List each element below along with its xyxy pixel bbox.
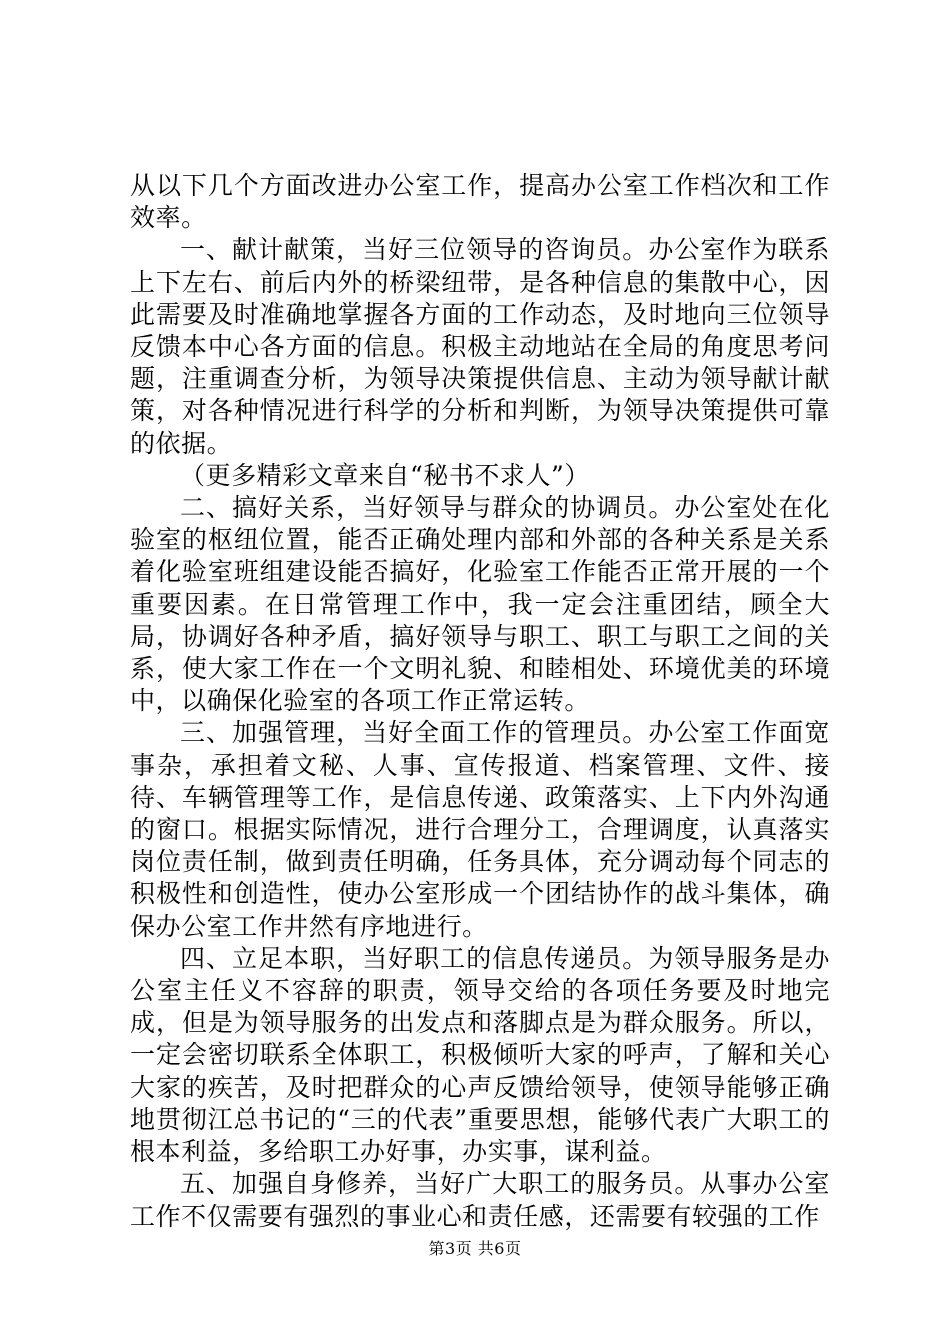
document-body — [130, 170, 830, 1233]
paragraph-intro-continued: 从以下几个方面改进办公室工作，提高办公室工作档次和工作效率。 — [130, 171, 830, 233]
paragraph-section-3: 三、加强管理，当好全面工作的管理员。办公室工作面宽事杂，承担着文秘、人事、宣传报道、档案管理、文件、接待、车辆管理等工作，是信息传递、政策落实、上下内外沟通的窗口。根据实际情况，进行合理分工，合理调度，认真落实岗位责任制，做到责任明确，任务具体，充分调动每个同志的积极性和创造性，使办公室形成一个团结协作的战斗集体，确保办公室工作井然有序地进行。 — [130, 718, 830, 941]
paragraph-source-note: （更多精彩文章来自“秘书不求人”） — [180, 460, 590, 490]
page-number-footer: 第3页 共6页 — [428, 1239, 522, 1258]
paragraph-section-2: 二、搞好关系，当好领导与群众的协调员。办公室处在化验室的枢纽位置，能否正确处理内部和外部的各种关系是关系着化验室班组建设能否搞好，化验室工作能否正常开展的一个重要因素。在日常管理工作中，我一定会注重团结，顾全大局，协调好各种矛盾，搞好领导与职工、职工与职工之间的关系，使大家工作在一个文明礼貌、和睦相处、环境优美的环境中，以确保化验室的各项工作正常运转。 — [130, 493, 830, 716]
paragraph-section-4: 四、立足本职，当好职工的信息传递员。为领导服务是办公室主任义不容辞的职责，领导交给的各项任务要及时地完成，但是为领导服务的出发点和落脚点是为群众服务。所以，一定会密切联系全体职工，积极倾听大家的呼声，了解和关心大家的疾苦，及时把群众的心声反馈给领导，使领导能够正确地贯彻江总书记的“三的代表”重要思想，能够代表广大职工的根本利益，多给职工办好事，办实事，谋利益。 — [130, 943, 830, 1167]
paragraph-section-5: 五、加强自身修养，当好广大职工的服务员。从事办公室工作不仅需要有强烈的事业心和责任感，还需要有较强的工作 — [130, 1169, 830, 1231]
paragraph-section-1: 一、献计献策，当好三位领导的咨询员。办公室作为联系上下左右、前后内外的桥梁纽带，是各种信息的集散中心，因此需要及时准确地掌握各方面的工作动态，及时地向三位领导反馈本中心各方面的信息。积极主动地站在全局的角度思考问题，注重调查分析，为领导决策提供信息、主动为领导献计献策，对各种情况进行科学的分析和判断，为领导决策提供可靠的依据。 — [130, 235, 830, 458]
